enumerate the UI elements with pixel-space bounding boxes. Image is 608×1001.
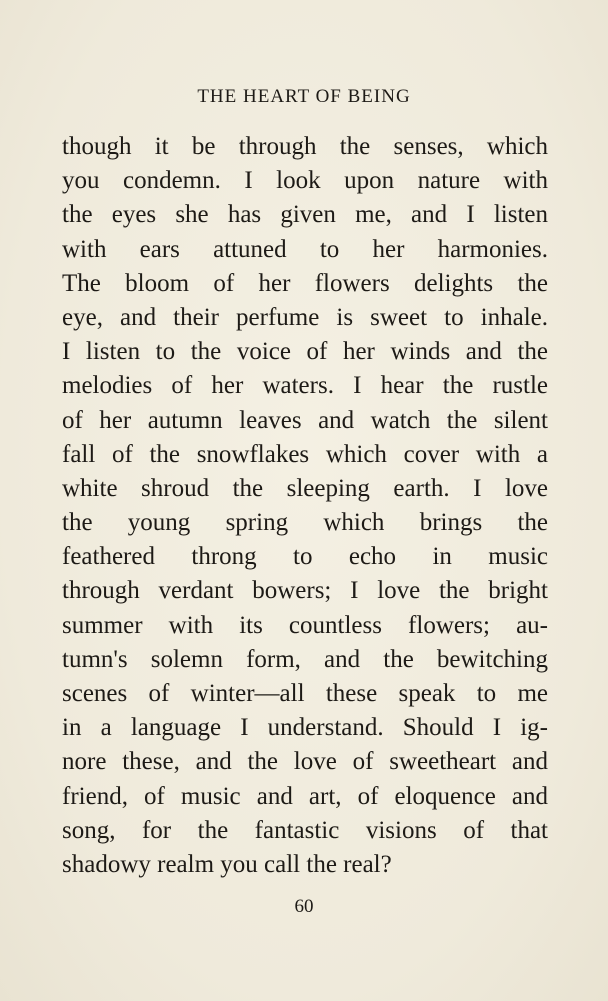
text-line: in a language I understand. Should I ig-: [62, 714, 548, 742]
text-line: the young spring which brings the: [62, 509, 548, 537]
text-line: though it be through the senses, which: [62, 133, 548, 160]
running-head: THE HEART OF BEING: [197, 86, 411, 107]
page-number: 60: [294, 896, 314, 917]
text-line: of her autumn leaves and watch the silent: [62, 406, 548, 434]
text-line: nore these, and the love of sweetheart and: [62, 748, 548, 776]
text-line: fall of the snowflakes which cover with a: [62, 440, 548, 468]
text-line: the eyes she has given me, and I listen: [62, 201, 548, 229]
text-line: song, for the fantastic visions of that: [62, 816, 548, 844]
text-line: tumn's solemn form, and the bewitching: [62, 645, 548, 673]
text-line: white shroud the sleeping earth. I love: [62, 474, 548, 502]
text-line: with ears attuned to her harmonies.: [62, 235, 548, 263]
text-line: I listen to the voice of her winds and the: [62, 338, 548, 366]
text-line: shadowy realm you call the real?: [62, 850, 392, 878]
text-line: eye, and their perfume is sweet to inhale.: [62, 303, 548, 331]
text-line: you condemn. I look upon nature with: [62, 167, 548, 195]
text-line: through verdant bowers; I love the bright: [62, 577, 548, 605]
text-line: melodies of her waters. I hear the rustle: [62, 372, 548, 400]
text-line: summer with its countless flowers; au-: [62, 611, 548, 639]
text-line: scenes of winter—all these speak to me: [62, 680, 548, 707]
text-line: friend, of music and art, of eloquence and: [62, 782, 548, 810]
text-line: feathered throng to echo in music: [62, 543, 548, 571]
body-text: [62, 130, 548, 882]
text-line: The bloom of her flowers delights the: [62, 269, 548, 297]
